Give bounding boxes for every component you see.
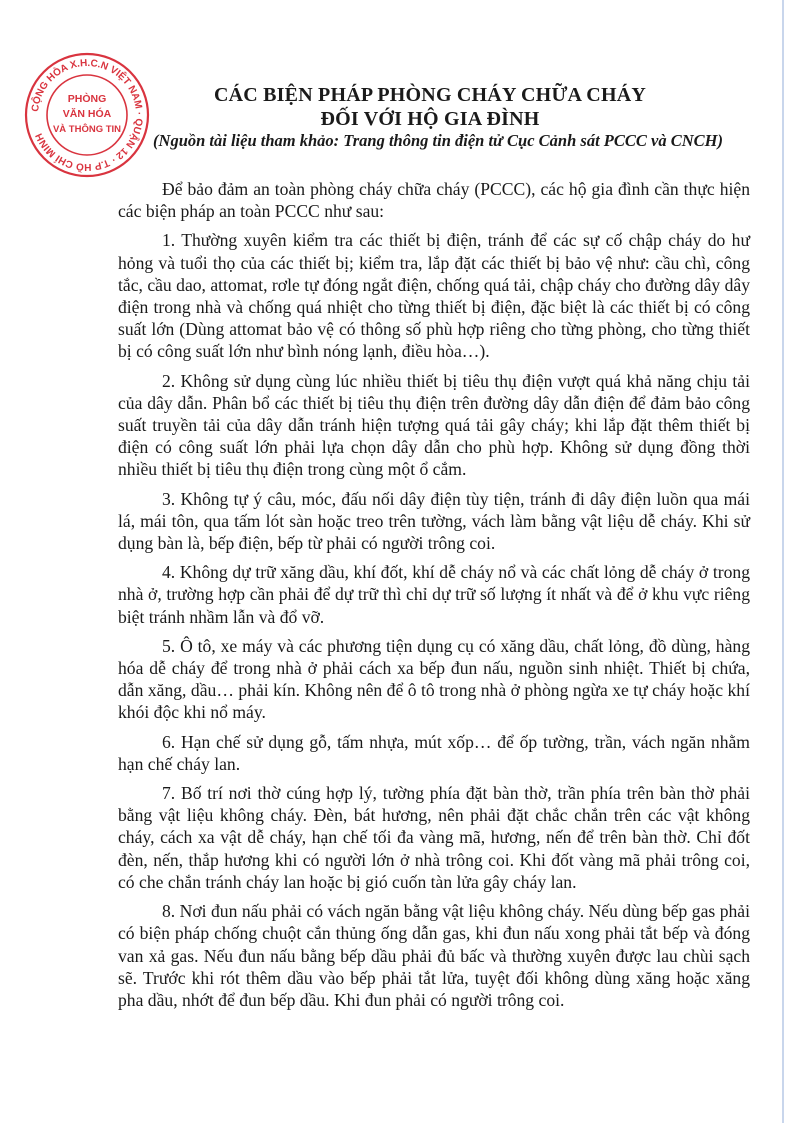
document-body — [118, 178, 750, 1018]
measure-item-1: 1. Thường xuyên kiểm tra các thiết bị điện, tránh để các sự cố chập cháy do hư hỏng và tuổi thọ của các thiết bị; kiểm tra, lắp đặt các thiết bị bảo vệ như: cầu chì, công tắc, cầu dao, attomat, rơle tự đóng ngắt điện, chống quá tải, chập cháy cho đường dây dây điện trong nhà và chống quá nhiệt cho từng thiết bị điện, đặc biệt là các thiết bị có công suất lớn (Dùng attomat bảo vệ có thông số phù hợp riêng cho từng phòng, cho từng thiết bị có công suất lớn như bình nóng lạnh, điều hòa…). — [118, 230, 750, 362]
document-title-line-2: ĐỐI VỚI HỘ GIA ĐÌNH — [320, 108, 540, 130]
office-seal — [22, 50, 152, 180]
measure-item-5: 5. Ô tô, xe máy và các phương tiện dụng cụ có xăng dầu, chất lỏng, đồ dùng, hàng hóa dễ cháy để trong nhà ở phải cách xa bếp đun nấu, nguồn sinh nhiệt. Thiết bị chứa, dẫn xăng, dầu… phải kín. Không nên để ô tô trong nhà ở phòng ngừa xe tự cháy hoặc khí khói độc khi nổ máy. — [118, 635, 750, 723]
document-title-line-1: CÁC BIỆN PHÁP PHÒNG CHÁY CHỮA CHÁY — [214, 84, 646, 106]
intro-paragraph: Để bảo đảm an toàn phòng cháy chữa cháy (PCCC), các hộ gia đình cần thực hiện các biện pháp an toàn PCCC như sau: — [118, 179, 750, 222]
measure-item-4: 4. Không dự trữ xăng dầu, khí đốt, khí dễ cháy nổ và các chất lỏng dễ cháy ở trong nhà ở, trường hợp cần phải để dự trữ thì chỉ dự trữ số lượng ít nhất và để ở khu vực riêng biệt tránh nhầm lẫn và đổ vỡ. — [118, 562, 750, 627]
seal-center-line-2: VĂN HÓA — [62, 108, 112, 120]
source-reference: (Nguồn tài liệu tham khảo: Trang thông tin điện tử Cục Cảnh sát PCCC và CNCH) — [153, 131, 723, 150]
seal-ring-text: CỘNG HÒA X.H.C.N VIỆT NAM · QUẬN 12 · T.P HỒ CHÍ MINH — [30, 57, 145, 173]
measure-item-7: 7. Bố trí nơi thờ cúng hợp lý, tường phía đặt bàn thờ, trần phía trên bàn thờ phải bằng vật liệu không cháy. Đèn, bát hương, nên phải đặt chắc chắn trên các vật không cháy, cách xa vật dễ cháy, hạn chế tối đa vàng mã, hương, nến để trên bàn thờ. Chỉ đốt đèn, nến, thắp hương khi có người lớn ở nhà trông coi. Khi đốt vàng mã phải trông coi, có che chắn tránh cháy lan hoặc bị gió cuốn tàn lửa gây cháy lan. — [118, 783, 750, 892]
page-edge-line — [782, 0, 784, 1123]
measure-item-8: 8. Nơi đun nấu phải có vách ngăn bằng vật liệu không cháy. Nếu dùng bếp gas phải có biện pháp chống chuột cắn thủng ống dẫn gas, khi đun nấu xong phải tắt bếp và đóng van xả gas. Nếu đun nấu bằng bếp dầu phải đủ bấc và thường xuyên được lau chùi sạch sẽ. Trước khi rót thêm dầu vào bếp phải tắt lửa, tuyệt đối không dùng xăng hoặc xăng pha dầu, nhớt để đun bếp dầu. Khi đun phải có người trông coi. — [118, 901, 750, 1010]
measure-item-2: 2. Không sử dụng cùng lúc nhiều thiết bị tiêu thụ điện vượt quá khả năng chịu tải của dây dẫn. Phân bổ các thiết bị tiêu thụ điện trên đường dây dẫn điện để đảm bảo công suất truyền tải của dây dẫn tránh hiện tượng quá tải gây cháy; khi lắp đặt thêm thiết bị điện có công suất lớn phải lựa chọn dây dẫn cho phù hợp. Không sử dụng đồng thời nhiều thiết bị tiêu thụ điện trong cùng một ổ cắm. — [118, 370, 750, 480]
measure-item-3: 3. Không tự ý câu, móc, đấu nối dây điện tùy tiện, tránh đi dây điện luồn qua mái lá, mái tôn, qua tấm lót sàn hoặc treo trên tường, vách làm bằng vật liệu dễ cháy. Khi sử dụng bàn là, bếp điện, bếp từ phải có người trông coi. — [118, 488, 750, 554]
measure-item-6: 6. Hạn chế sử dụng gỗ, tấm nhựa, mút xốp… để ốp tường, trần, vách ngăn nhằm hạn chế cháy lan. — [118, 731, 750, 774]
seal-center-line-3: VÀ THÔNG TIN — [52, 124, 122, 135]
seal-center-line-1: PHÒNG — [67, 93, 107, 105]
